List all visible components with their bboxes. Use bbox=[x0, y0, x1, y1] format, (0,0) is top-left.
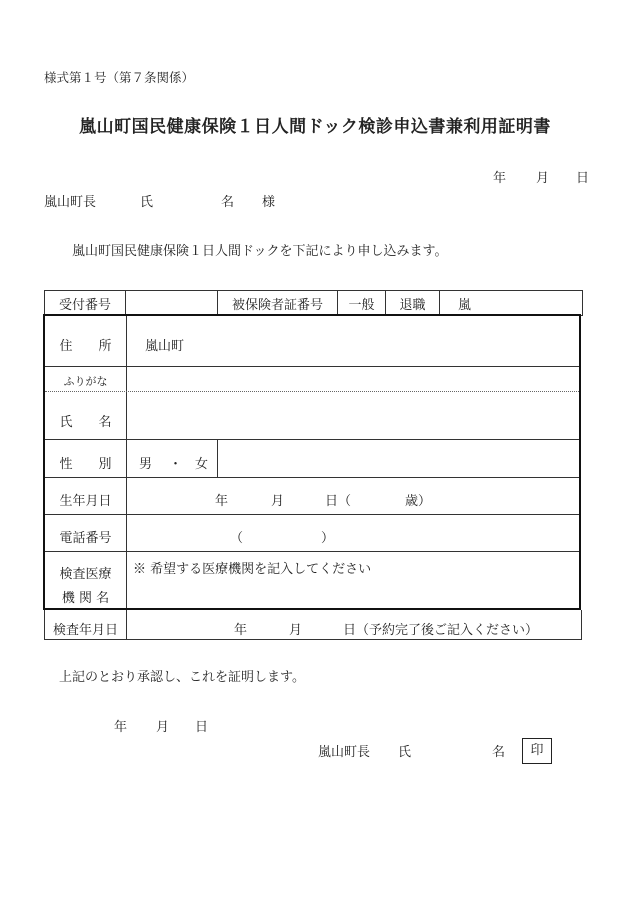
institution-label-line2: 機 関 名 bbox=[61, 591, 110, 606]
date-month-label: 月 bbox=[536, 171, 550, 186]
furigana-label: ふりがな bbox=[63, 375, 108, 388]
exam-day-label: 日（予約完了後ご記入ください） bbox=[343, 623, 539, 638]
addressee-mei: 名 bbox=[221, 195, 235, 210]
addressee-shi: 氏 bbox=[140, 195, 154, 210]
intro-text: 嵐山町国民健康保険１日人間ドックを下記により申し込みます。 bbox=[72, 244, 448, 259]
exam-month-label: 月 bbox=[289, 623, 303, 638]
institution-note: ※ 希望する医療機関を記入してください bbox=[133, 562, 372, 577]
header-table bbox=[44, 290, 583, 316]
reception-number-label: 受付番号 bbox=[45, 291, 126, 316]
birthdate-row bbox=[45, 478, 579, 515]
birth-year-label: 年 bbox=[215, 494, 229, 509]
exam-date-divider bbox=[126, 610, 127, 639]
gender-male-option[interactable]: 男 bbox=[139, 457, 153, 472]
insured-number-field[interactable] bbox=[440, 291, 583, 316]
address-field[interactable]: 嵐山町 bbox=[145, 339, 185, 354]
gender-separator: ・ bbox=[169, 457, 183, 472]
address-label: 住 所 bbox=[59, 339, 112, 354]
gender-female-option[interactable]: 女 bbox=[195, 457, 209, 472]
name-field[interactable] bbox=[127, 392, 577, 439]
exam-date-row bbox=[44, 610, 582, 640]
birth-age-label: 歳） bbox=[405, 494, 432, 509]
name-row bbox=[45, 392, 579, 440]
institution-label-line1: 検査医療 bbox=[59, 567, 112, 582]
insured-type-retired[interactable]: 退職 bbox=[386, 291, 440, 316]
addressee-title: 嵐山町長 bbox=[44, 195, 97, 210]
phone-row bbox=[45, 515, 579, 552]
phone-close-paren: ） bbox=[321, 531, 335, 546]
date-year-label: 年 bbox=[493, 171, 507, 186]
address-row bbox=[45, 316, 579, 367]
gender-row bbox=[45, 440, 579, 478]
applicant-box bbox=[43, 314, 581, 610]
footer-year-label: 年 bbox=[114, 720, 128, 735]
birthdate-label: 生年月日 bbox=[59, 494, 112, 509]
footer-mei: 名 bbox=[492, 745, 506, 760]
addressee-sama: 様 bbox=[262, 195, 276, 210]
phone-label: 電話番号 bbox=[59, 531, 112, 546]
name-label: 氏 名 bbox=[59, 415, 112, 430]
exam-year-label: 年 bbox=[234, 623, 248, 638]
gender-divider bbox=[217, 440, 218, 477]
reception-number-field[interactable] bbox=[126, 291, 218, 316]
insured-number-prefix: 嵐 bbox=[458, 297, 472, 313]
birth-day-label: 日（ bbox=[325, 494, 352, 509]
date-day-label: 日 bbox=[576, 171, 590, 186]
form-number: 様式第１号（第７条関係） bbox=[44, 70, 195, 85]
birth-month-label: 月 bbox=[271, 494, 285, 509]
phone-open-paren: （ bbox=[230, 531, 244, 546]
footer-month-label: 月 bbox=[156, 720, 170, 735]
footer-day-label: 日 bbox=[195, 720, 209, 735]
institution-row bbox=[45, 552, 579, 608]
insured-number-label: 被保険者証番号 bbox=[218, 291, 338, 316]
gender-label: 性 別 bbox=[59, 457, 112, 472]
furigana-row bbox=[45, 367, 579, 392]
approval-text: 上記のとおり承認し、これを証明します。 bbox=[59, 670, 305, 685]
document-title: 嵐山町国民健康保険１日人間ドック検診申込書兼利用証明書 bbox=[79, 117, 551, 137]
exam-date-label: 検査年月日 bbox=[52, 623, 118, 638]
furigana-field[interactable] bbox=[127, 367, 577, 391]
insured-type-general[interactable]: 一般 bbox=[338, 291, 386, 316]
footer-shi: 氏 bbox=[398, 745, 412, 760]
footer-mayor-title: 嵐山町長 bbox=[318, 745, 371, 760]
seal-box: 印 bbox=[522, 738, 552, 764]
